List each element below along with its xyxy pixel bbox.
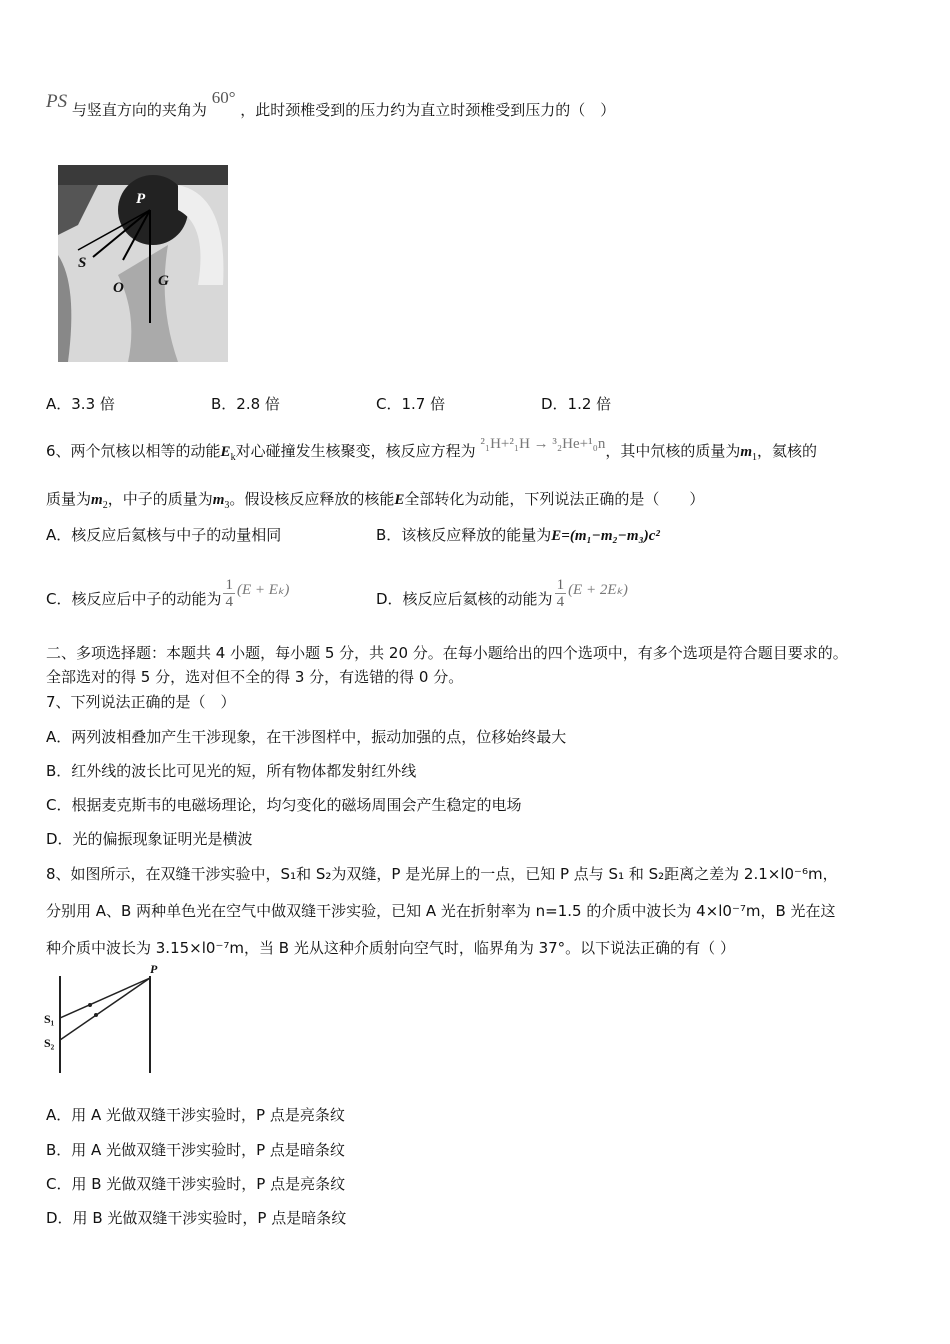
q5-option-c: C．1.7 倍 <box>376 395 446 413</box>
m2-sub: 2 <box>102 500 108 511</box>
ek: E <box>220 444 231 460</box>
section2-scoring: 全部选对的得 5 分，选对但不全的得 3 分，有选错的得 0 分。 <box>46 668 464 686</box>
reaction-equation: ²₁H+²₁H → ³₂He+¹₀n <box>480 436 606 452</box>
q8-option-d: D．用 B 光做双缝干涉实验时，P 点是暗条纹 <box>46 1209 347 1227</box>
q6-text: 6、两个氘核以相等的动能 <box>46 442 221 460</box>
q6-line2 <box>46 489 704 516</box>
denominator: 4 <box>556 594 565 610</box>
ps-label: PS <box>46 91 68 112</box>
q6-option-d <box>376 577 628 616</box>
section2-heading: 二、多项选择题：本题共 4 小题，每小题 5 分，共 20 分。在每小题给出的四个选项中，有多个选项是符合题目要求的。 <box>46 644 848 662</box>
q5-option-d: D．1.2 倍 <box>541 395 612 413</box>
q8-option-c: C．用 B 光做双缝干涉实验时，P 点是亮条纹 <box>46 1175 346 1193</box>
fraction <box>223 577 235 610</box>
q6-text: 对心碰撞发生核聚变，核反应方程为 <box>235 442 476 460</box>
label-s: S <box>78 255 87 271</box>
m3: m <box>212 492 225 508</box>
q5-stem <box>46 88 616 120</box>
label-s1: S₁ <box>44 1012 55 1026</box>
q6-text: 。假设核反应释放的核能 <box>229 490 395 508</box>
q7-stem: 7、下列说法正确的是（ ） <box>46 693 236 711</box>
option-text: C．核反应后中子的动能为 <box>46 590 222 608</box>
q7-option-d: D．光的偏振现象证明光是横波 <box>46 830 253 848</box>
m3-sub: 3 <box>224 500 230 511</box>
denominator: 4 <box>225 594 233 610</box>
q6-option-b <box>376 525 660 546</box>
q8-option-a: A．用 A 光做双缝干涉实验时，P 点是亮条纹 <box>46 1106 345 1124</box>
q8-line3: 种介质中波长为 3.15×l0⁻⁷m，当 B 光从这种介质射向空气时，临界角为 37°。以下说法正确的有（ ） <box>46 939 735 957</box>
label-p: P <box>150 962 158 976</box>
q6-text: 全部转化为动能，下列说法正确的是（ ） <box>404 490 705 508</box>
energy-formula: E=(m₁−m₂−m₃)c² <box>551 528 660 544</box>
expression: (E + 2Eₖ) <box>568 582 628 598</box>
q7-option-a: A．两列波相叠加产生干涉现象，在干涉图样中，振动加强的点，位移始终最大 <box>46 728 567 746</box>
q5-option-b: B．2.8 倍 <box>211 395 280 413</box>
expression: (E + Eₖ) <box>236 582 290 598</box>
e: E <box>394 492 405 508</box>
numerator: 1 <box>225 577 233 593</box>
q6-option-c <box>46 577 290 616</box>
m2: m <box>91 492 103 508</box>
angle: 60° <box>211 88 236 107</box>
q6-line1 <box>46 436 818 468</box>
m1: m <box>740 444 753 460</box>
q6-option-a: A．核反应后氦核与中子的动量相同 <box>46 526 282 544</box>
option-text: D．核反应后氦核的动能为 <box>376 590 553 608</box>
q5-text2: ，此时颈椎受到的压力约为直立时颈椎受到压力的（ ） <box>240 101 616 119</box>
q6-text: ，氦核的 <box>757 442 818 460</box>
q8-line1: 8、如图所示，在双缝干涉实验中，S₁和 S₂为双缝，P 是光屏上的一点，已知 P 点与 S₁ 和 S₂距离之差为 2.1×l0⁻⁶m， <box>46 865 838 883</box>
neck-figure <box>58 165 228 362</box>
q7-option-c: C．根据麦克斯韦的电磁场理论，均匀变化的磁场周围会产生稳定的电场 <box>46 796 522 814</box>
fraction <box>555 577 567 610</box>
option-text: B．该核反应释放的能量为 <box>376 526 552 544</box>
double-slit-diagram <box>40 968 170 1078</box>
label-s2: S₂ <box>44 1036 55 1050</box>
q6-text: ，其中氘核的质量为 <box>605 442 741 460</box>
m1-sub: 1 <box>752 452 758 463</box>
q7-option-b: B．红外线的波长比可见光的短，所有物体都发射红外线 <box>46 762 417 780</box>
q8-line2: 分别用 A、B 两种单色光在空气中做双缝干涉实验，已知 A 光在折射率为 n=1.5 的介质中波长为 4×l0⁻⁷m，B 光在这 <box>46 902 836 920</box>
q6-text: 质量为 <box>46 490 92 508</box>
q5-text1: 与竖直方向的夹角为 <box>71 101 207 119</box>
label-p: P <box>136 191 146 207</box>
q5-option-a: A．3.3 倍 <box>46 395 115 413</box>
q6-text: ，中子的质量为 <box>107 490 213 508</box>
numerator: 1 <box>556 577 565 593</box>
label-o: O <box>113 280 124 296</box>
label-g: G <box>158 273 169 289</box>
ek-sub: k <box>230 452 236 463</box>
q8-option-b: B．用 A 光做双缝干涉实验时，P 点是暗条纹 <box>46 1141 345 1159</box>
double-slit-figure <box>40 962 170 1078</box>
